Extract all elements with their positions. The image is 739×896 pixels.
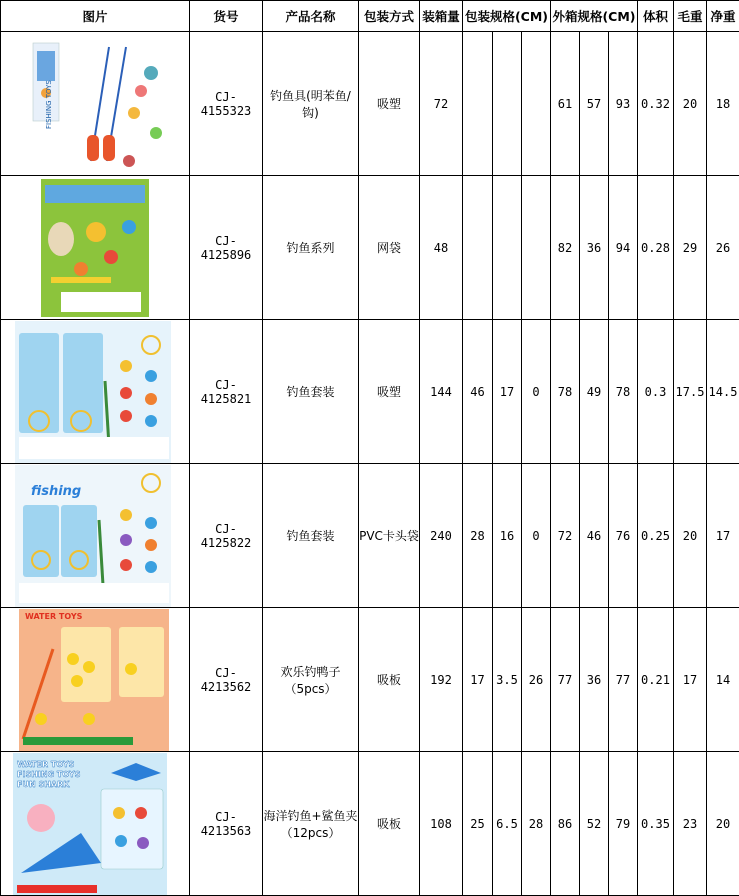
product-name: 钓鱼系列 [263,176,359,320]
table-row [1,320,739,464]
image-title-1: WATER TOYS [17,759,75,769]
packing-method: 吸塑 [359,32,420,176]
product-image-cell [1,752,190,896]
carton-height: 78 [609,320,638,464]
product-name: 海洋钓鱼+鲨鱼夹（12pcs） [263,752,359,896]
carton-width: 36 [580,176,609,320]
gross-weight: 29 [674,176,707,320]
header-gross: 毛重 [674,1,707,32]
header-pack-size: 包装规格(CM) [463,1,551,32]
packing-method: 吸板 [359,752,420,896]
header-name: 产品名称 [263,1,359,32]
pack-quantity: 192 [420,608,463,752]
net-weight: 14 [707,608,739,752]
gross-weight: 20 [674,464,707,608]
pack-height: 26 [522,608,551,752]
volume: 0.3 [638,320,674,464]
gross-weight: 20 [674,32,707,176]
pack-quantity: 108 [420,752,463,896]
image-title-3: FUN SHARK [17,779,70,789]
product-image [1,465,190,607]
volume: 0.35 [638,752,674,896]
image-title: WATER TOYS [25,611,83,621]
pack-height: 0 [522,320,551,464]
pack-quantity: 144 [420,320,463,464]
table-row [1,32,739,176]
svg-text:FISHING TOYS: FISHING TOYS [45,79,53,129]
volume: 0.32 [638,32,674,176]
pack-quantity: 240 [420,464,463,608]
product-code: CJ-4213563 [190,752,263,896]
packing-method: 网袋 [359,176,420,320]
gross-weight: 17 [674,608,707,752]
carton-height: 79 [609,752,638,896]
product-code: CJ-4213562 [190,608,263,752]
pack-quantity: 48 [420,176,463,320]
carton-width: 52 [580,752,609,896]
header-carton-size: 外箱规格(CM) [551,1,638,32]
table-row [1,176,739,320]
header-code: 货号 [190,1,263,32]
pack-length: 28 [463,464,493,608]
pack-width: 6.5 [493,752,522,896]
product-image-cell [1,176,190,320]
product-image [1,753,190,895]
table-row [1,752,739,896]
carton-length: 61 [551,32,580,176]
pack-width [493,32,522,176]
pack-height: 28 [522,752,551,896]
carton-height: 76 [609,464,638,608]
product-name: 钓鱼具(明苯鱼/钩) [263,32,359,176]
net-weight: 17 [707,464,739,608]
net-weight: 14.5 [707,320,739,464]
header-volume: 体积 [638,1,674,32]
pack-length [463,176,493,320]
product-code: CJ-4125821 [190,320,263,464]
header-row [1,1,739,32]
carton-width: 57 [580,32,609,176]
product-image-cell [1,320,190,464]
product-image-cell [1,608,190,752]
carton-length: 82 [551,176,580,320]
table-row [1,608,739,752]
packing-method: 吸塑 [359,320,420,464]
pack-width: 3.5 [493,608,522,752]
packing-method: 吸板 [359,608,420,752]
product-image-cell [1,32,190,176]
product-name: 钓鱼套装 [263,464,359,608]
svg-text:fishing: fishing [31,483,82,499]
product-image-cell [1,464,190,608]
product-image [1,321,190,463]
pack-length: 46 [463,320,493,464]
carton-width: 36 [580,608,609,752]
carton-height: 94 [609,176,638,320]
packing-method: PVC卡头袋 [359,464,420,608]
volume: 0.21 [638,608,674,752]
carton-height: 93 [609,32,638,176]
net-weight: 26 [707,176,739,320]
image-title-2: FISHING TOYS [17,769,81,779]
pack-height: 0 [522,464,551,608]
header-net: 净重 [707,1,739,32]
product-image [1,33,190,175]
pack-length: 25 [463,752,493,896]
carton-length: 78 [551,320,580,464]
pack-width: 17 [493,320,522,464]
carton-length: 77 [551,608,580,752]
pack-height [522,176,551,320]
product-image [1,609,190,751]
product-code: CJ-4125896 [190,176,263,320]
pack-height [522,32,551,176]
gross-weight: 23 [674,752,707,896]
product-name: 欢乐钓鸭子（5pcs） [263,608,359,752]
pack-length: 17 [463,608,493,752]
header-packing: 包装方式 [359,1,420,32]
pack-width [493,176,522,320]
pack-width: 16 [493,464,522,608]
carton-length: 86 [551,752,580,896]
carton-width: 46 [580,464,609,608]
product-image [1,177,190,319]
carton-height: 77 [609,608,638,752]
net-weight: 18 [707,32,739,176]
product-name: 钓鱼套装 [263,320,359,464]
volume: 0.28 [638,176,674,320]
product-code: CJ-4125822 [190,464,263,608]
volume: 0.25 [638,464,674,608]
header-image: 图片 [1,1,190,32]
table-row [1,464,739,608]
pack-length [463,32,493,176]
pack-quantity: 72 [420,32,463,176]
product-code: CJ-4155323 [190,32,263,176]
net-weight: 20 [707,752,739,896]
header-qty: 装箱量 [420,1,463,32]
carton-width: 49 [580,320,609,464]
gross-weight: 17.5 [674,320,707,464]
carton-length: 72 [551,464,580,608]
